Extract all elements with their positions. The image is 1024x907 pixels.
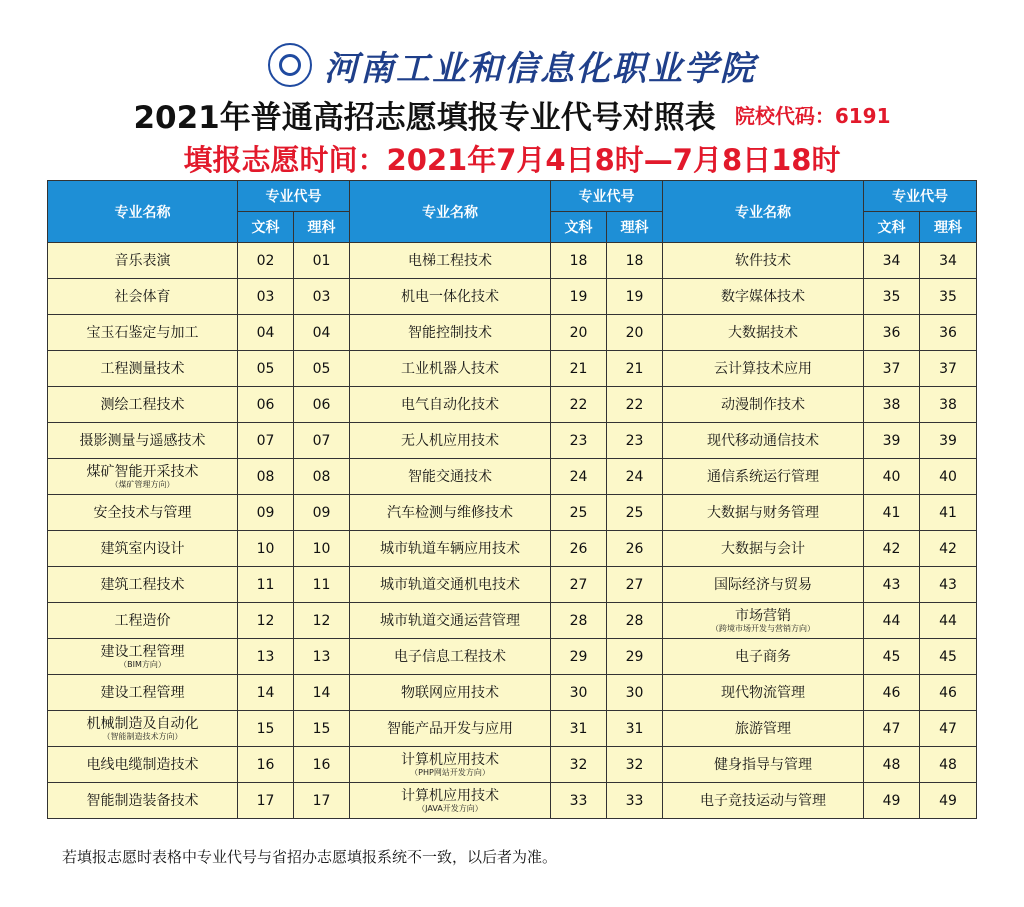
school-name: 河南工业和信息化职业学院 <box>324 48 756 89</box>
major-name-cell <box>350 243 551 279</box>
code-like: 28 <box>607 603 663 639</box>
code-wenke: 47 <box>864 711 920 747</box>
code-wenke: 25 <box>551 495 607 531</box>
table-row <box>48 675 977 711</box>
code-like: 32 <box>607 747 663 783</box>
major-name-cell <box>350 747 551 783</box>
code-like: 29 <box>607 639 663 675</box>
code-like: 24 <box>607 459 663 495</box>
major-name-cell <box>663 315 864 351</box>
code-like: 20 <box>607 315 663 351</box>
major-name-cell <box>48 603 238 639</box>
header-like: 理科 <box>607 212 663 243</box>
footnote: 若填报志愿时表格中专业代号与省招办志愿填报系统不一致，以后者为准。 <box>62 848 558 866</box>
code-like: 49 <box>920 783 977 819</box>
code-like: 18 <box>607 243 663 279</box>
major-name: 电子信息工程技术 <box>394 648 506 665</box>
code-wenke: 04 <box>238 315 294 351</box>
major-name-cell <box>663 639 864 675</box>
major-name: 机械制造及自动化 <box>86 716 199 732</box>
page-title: 2021年普通高招志愿填报专业代号对照表 <box>133 100 716 136</box>
code-like: 38 <box>920 387 977 423</box>
major-name-cell <box>663 351 864 387</box>
table-row <box>48 459 977 495</box>
header-major-name: 专业名称 <box>663 181 864 243</box>
major-name-cell <box>48 747 238 783</box>
code-like: 34 <box>920 243 977 279</box>
code-like: 45 <box>920 639 977 675</box>
table-row <box>48 351 977 387</box>
major-code-table <box>47 180 977 819</box>
code-wenke: 36 <box>864 315 920 351</box>
major-name: 通信系统运行管理 <box>707 468 819 485</box>
code-like: 26 <box>607 531 663 567</box>
major-name-cell <box>350 783 551 819</box>
code-like: 13 <box>294 639 350 675</box>
header-like: 理科 <box>294 212 350 243</box>
table-row <box>48 747 977 783</box>
major-name-cell <box>663 423 864 459</box>
major-name-cell <box>350 603 551 639</box>
code-like: 19 <box>607 279 663 315</box>
code-like: 37 <box>920 351 977 387</box>
code-like: 48 <box>920 747 977 783</box>
code-wenke: 48 <box>864 747 920 783</box>
major-name: 大数据与会计 <box>721 540 805 557</box>
code-like: 27 <box>607 567 663 603</box>
major-name-cell <box>663 495 864 531</box>
code-wenke: 26 <box>551 531 607 567</box>
code-wenke: 08 <box>238 459 294 495</box>
major-name-cell <box>48 639 238 675</box>
table-row <box>48 639 977 675</box>
major-name: 工程造价 <box>114 612 171 629</box>
major-name: 物联网应用技术 <box>401 684 499 701</box>
code-wenke: 09 <box>238 495 294 531</box>
major-name: 市场营销 <box>735 608 791 624</box>
major-name: 城市轨道交通机电技术 <box>380 576 520 593</box>
major-direction: （BIM方向） <box>119 660 166 669</box>
table-row <box>48 495 977 531</box>
school-code: 院校代码：6191 <box>734 104 891 128</box>
major-direction: （煤矿管理方向） <box>110 480 175 489</box>
school-header <box>0 38 1024 92</box>
table-row <box>48 711 977 747</box>
code-like: 46 <box>920 675 977 711</box>
major-name: 智能制造装备技术 <box>86 792 199 809</box>
code-wenke: 45 <box>864 639 920 675</box>
major-name-cell <box>48 675 238 711</box>
major-name-cell <box>350 495 551 531</box>
major-name: 电线电缆制造技术 <box>86 756 199 773</box>
major-name: 工业机器人技术 <box>401 360 499 377</box>
major-name: 健身指导与管理 <box>714 756 812 773</box>
major-name: 安全技术与管理 <box>93 504 192 521</box>
major-name: 智能控制技术 <box>408 324 492 341</box>
major-name-cell <box>350 459 551 495</box>
major-name: 建设工程管理 <box>100 644 185 660</box>
major-name-cell <box>48 459 238 495</box>
code-wenke: 16 <box>238 747 294 783</box>
major-name: 软件技术 <box>735 252 791 269</box>
major-name: 建筑室内设计 <box>100 540 185 557</box>
major-name-cell <box>48 351 238 387</box>
code-like: 07 <box>294 423 350 459</box>
code-wenke: 29 <box>551 639 607 675</box>
major-name: 计算机应用技术 <box>401 752 499 768</box>
major-name: 建设工程管理 <box>100 684 185 701</box>
application-time: 填报志愿时间：2021年7月4日8时—7月8日18时 <box>183 143 841 177</box>
code-like: 03 <box>294 279 350 315</box>
code-wenke: 46 <box>864 675 920 711</box>
code-wenke: 38 <box>864 387 920 423</box>
code-wenke: 49 <box>864 783 920 819</box>
code-wenke: 17 <box>238 783 294 819</box>
code-wenke: 43 <box>864 567 920 603</box>
code-wenke: 44 <box>864 603 920 639</box>
code-like: 09 <box>294 495 350 531</box>
header-major-code: 专业代号 <box>864 181 977 212</box>
major-name-cell <box>350 423 551 459</box>
major-name: 大数据技术 <box>728 324 798 341</box>
code-like: 05 <box>294 351 350 387</box>
major-name: 智能产品开发与应用 <box>387 720 513 737</box>
code-wenke: 02 <box>238 243 294 279</box>
major-name: 宝玉石鉴定与加工 <box>86 324 199 341</box>
code-wenke: 27 <box>551 567 607 603</box>
major-name-cell <box>663 279 864 315</box>
major-name-cell <box>663 783 864 819</box>
table-row <box>48 567 977 603</box>
major-name: 大数据与财务管理 <box>707 504 819 521</box>
code-wenke: 10 <box>238 531 294 567</box>
major-name: 建筑工程技术 <box>100 576 185 593</box>
table-row <box>48 423 977 459</box>
table-row <box>48 279 977 315</box>
major-name: 摄影测量与遥感技术 <box>79 432 206 449</box>
code-like: 08 <box>294 459 350 495</box>
major-name: 国际经济与贸易 <box>714 576 812 593</box>
code-wenke: 35 <box>864 279 920 315</box>
code-like: 15 <box>294 711 350 747</box>
code-wenke: 40 <box>864 459 920 495</box>
code-wenke: 34 <box>864 243 920 279</box>
code-like: 41 <box>920 495 977 531</box>
major-name-cell <box>663 387 864 423</box>
major-name: 音乐表演 <box>114 252 171 269</box>
major-name: 智能交通技术 <box>408 468 492 485</box>
major-name-cell <box>350 567 551 603</box>
code-wenke: 19 <box>551 279 607 315</box>
major-name-cell <box>350 387 551 423</box>
major-name-cell <box>663 675 864 711</box>
table-row <box>48 783 977 819</box>
code-wenke: 14 <box>238 675 294 711</box>
major-name-cell <box>48 387 238 423</box>
code-wenke: 23 <box>551 423 607 459</box>
major-name-cell <box>48 279 238 315</box>
header-major-name: 专业名称 <box>48 181 238 243</box>
major-name: 汽车检测与维修技术 <box>387 504 513 521</box>
table-row <box>48 603 977 639</box>
code-wenke: 20 <box>551 315 607 351</box>
code-wenke: 24 <box>551 459 607 495</box>
table-row <box>48 387 977 423</box>
code-like: 33 <box>607 783 663 819</box>
header-wenke: 文科 <box>551 212 607 243</box>
code-like: 06 <box>294 387 350 423</box>
code-like: 04 <box>294 315 350 351</box>
major-name-cell <box>48 315 238 351</box>
major-name-cell <box>350 675 551 711</box>
major-name-cell <box>663 243 864 279</box>
major-direction: （JAVA开发方向） <box>417 804 483 813</box>
code-like: 11 <box>294 567 350 603</box>
header-major-code: 专业代号 <box>238 181 350 212</box>
major-name: 旅游管理 <box>735 720 791 737</box>
major-name: 工程测量技术 <box>100 360 185 377</box>
code-wenke: 33 <box>551 783 607 819</box>
major-name: 测绘工程技术 <box>100 396 185 413</box>
code-wenke: 21 <box>551 351 607 387</box>
major-name-cell <box>350 315 551 351</box>
code-like: 25 <box>607 495 663 531</box>
major-name-cell <box>48 531 238 567</box>
school-seal-icon <box>268 43 312 87</box>
major-name: 机电一体化技术 <box>401 288 499 305</box>
major-name-cell <box>663 603 864 639</box>
code-wenke: 39 <box>864 423 920 459</box>
header-major-name: 专业名称 <box>350 181 551 243</box>
major-direction: （PHP网站开发方向） <box>410 768 490 777</box>
header-like: 理科 <box>920 212 977 243</box>
code-like: 31 <box>607 711 663 747</box>
code-like: 43 <box>920 567 977 603</box>
major-name: 无人机应用技术 <box>401 432 499 449</box>
code-wenke: 06 <box>238 387 294 423</box>
header-wenke: 文科 <box>238 212 294 243</box>
code-like: 01 <box>294 243 350 279</box>
title-row <box>0 92 1024 134</box>
code-wenke: 05 <box>238 351 294 387</box>
major-name: 城市轨道车辆应用技术 <box>380 540 520 557</box>
code-wenke: 28 <box>551 603 607 639</box>
code-like: 16 <box>294 747 350 783</box>
code-like: 21 <box>607 351 663 387</box>
code-wenke: 15 <box>238 711 294 747</box>
code-wenke: 03 <box>238 279 294 315</box>
major-name-cell <box>48 243 238 279</box>
code-like: 14 <box>294 675 350 711</box>
code-like: 22 <box>607 387 663 423</box>
code-like: 12 <box>294 603 350 639</box>
table-row <box>48 315 977 351</box>
code-wenke: 32 <box>551 747 607 783</box>
major-name: 计算机应用技术 <box>401 788 499 804</box>
major-name-cell <box>350 531 551 567</box>
header-major-code: 专业代号 <box>551 181 663 212</box>
code-like: 10 <box>294 531 350 567</box>
code-wenke: 12 <box>238 603 294 639</box>
major-name-cell <box>350 711 551 747</box>
code-like: 30 <box>607 675 663 711</box>
code-wenke: 07 <box>238 423 294 459</box>
major-name: 现代物流管理 <box>721 684 805 701</box>
major-name: 数字媒体技术 <box>721 288 805 305</box>
major-name-cell <box>350 639 551 675</box>
major-name: 煤矿智能开采技术 <box>86 464 199 480</box>
major-name: 云计算技术应用 <box>714 360 812 377</box>
code-wenke: 13 <box>238 639 294 675</box>
major-name: 电梯工程技术 <box>408 252 492 269</box>
major-name-cell <box>663 567 864 603</box>
major-name: 动漫制作技术 <box>721 396 805 413</box>
major-name-cell <box>48 495 238 531</box>
major-name-cell <box>663 531 864 567</box>
major-name: 城市轨道交通运营管理 <box>380 612 520 629</box>
major-name: 电子竞技运动与管理 <box>700 792 826 809</box>
code-wenke: 30 <box>551 675 607 711</box>
major-name-cell <box>48 567 238 603</box>
major-direction: （跨境市场开发与营销方向） <box>711 624 815 633</box>
code-like: 44 <box>920 603 977 639</box>
code-wenke: 22 <box>551 387 607 423</box>
code-wenke: 42 <box>864 531 920 567</box>
major-name-cell <box>48 711 238 747</box>
major-name-cell <box>48 423 238 459</box>
code-wenke: 37 <box>864 351 920 387</box>
code-like: 36 <box>920 315 977 351</box>
header-wenke: 文科 <box>864 212 920 243</box>
major-name-cell <box>663 747 864 783</box>
major-direction: （智能制造技术方向） <box>102 732 183 741</box>
code-like: 47 <box>920 711 977 747</box>
table-row <box>48 243 977 279</box>
table-row <box>48 531 977 567</box>
major-name-cell <box>48 783 238 819</box>
code-wenke: 31 <box>551 711 607 747</box>
code-like: 40 <box>920 459 977 495</box>
major-name: 电气自动化技术 <box>401 396 499 413</box>
major-name: 电子商务 <box>735 648 791 665</box>
code-like: 17 <box>294 783 350 819</box>
code-like: 42 <box>920 531 977 567</box>
major-name: 现代移动通信技术 <box>707 432 819 449</box>
major-name-cell <box>350 279 551 315</box>
major-name-cell <box>663 459 864 495</box>
code-like: 39 <box>920 423 977 459</box>
major-name-cell <box>350 351 551 387</box>
major-name: 社会体育 <box>114 288 171 305</box>
code-wenke: 18 <box>551 243 607 279</box>
code-like: 23 <box>607 423 663 459</box>
code-wenke: 41 <box>864 495 920 531</box>
code-wenke: 11 <box>238 567 294 603</box>
major-name-cell <box>663 711 864 747</box>
code-like: 35 <box>920 279 977 315</box>
